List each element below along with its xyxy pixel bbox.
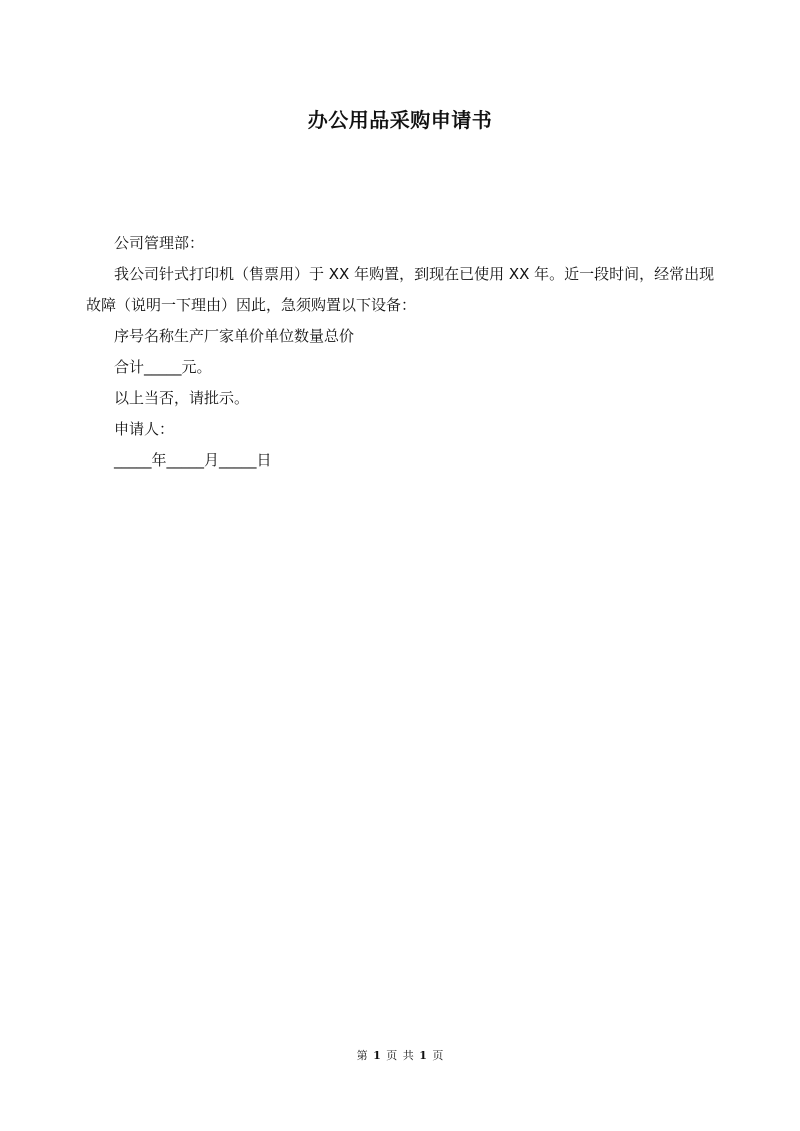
document-title: 办公用品采购申请书 xyxy=(307,108,493,132)
closing-line: 以上当否，请批示。 xyxy=(114,389,250,407)
date-line: _____年_____月_____日 xyxy=(114,451,272,469)
salutation: 公司管理部： xyxy=(114,234,205,252)
total-line: 合计_____元。 xyxy=(114,358,212,376)
reason-paragraph: 我公司针式打印机（售票用）于 XX 年购置，到现在已使用 XX 年。近一段时间，经常出现故障（说明一下理由）因此，急须购置以下设备： xyxy=(86,265,715,314)
footer-prefix: 第 xyxy=(356,1049,368,1062)
page-footer xyxy=(0,1047,800,1063)
footer-current-page: 1 xyxy=(373,1049,381,1062)
footer-total-pages: 1 xyxy=(419,1049,427,1062)
document-body xyxy=(86,228,716,476)
footer-middle: 页 共 xyxy=(386,1049,414,1062)
footer-suffix: 页 xyxy=(432,1049,444,1062)
applicant-line: 申请人： xyxy=(114,420,175,438)
equipment-table-header: 序号名称生产厂家单价单位数量总价 xyxy=(114,327,355,345)
